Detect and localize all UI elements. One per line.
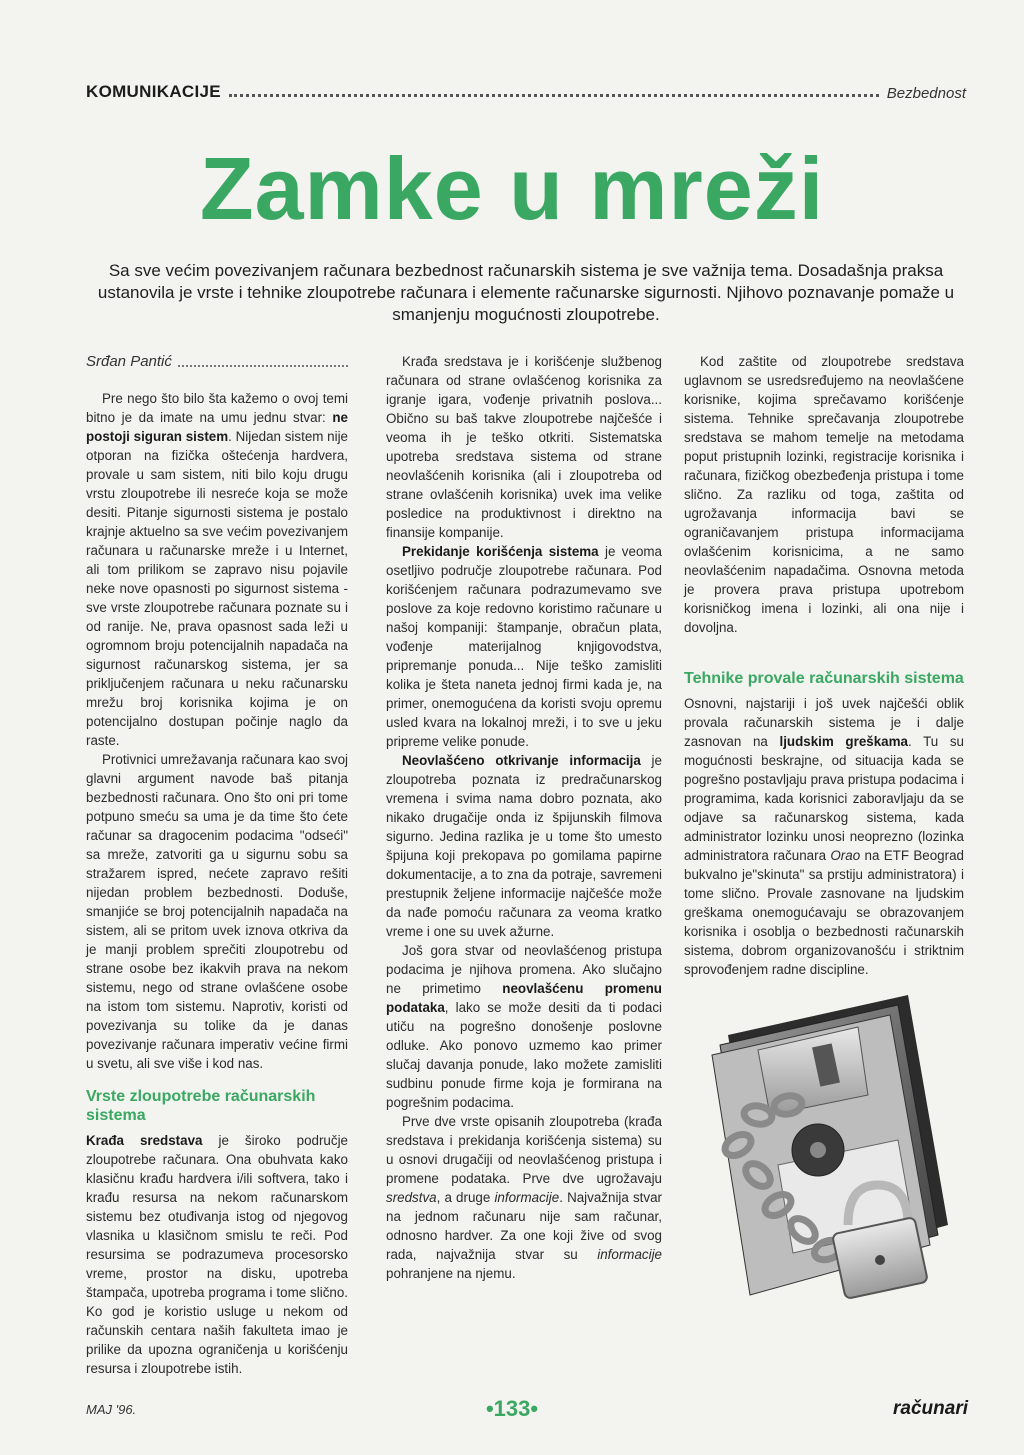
column-2 [386,352,662,1283]
author-name: Srđan Pantić [86,353,172,370]
paragraph: Pre nego što bilo šta kažemo o ovoj temi bitno je da imate na umu jednu stvar: ne postoji siguran sistem. Nijedan sistem nije otporan na fizička oštećenja hardvera, provale u sam sistem, niti bilo koju drugu vrstu zloupotrebe ili nesreće koja se može desiti. Pitanje sigurnosti sistema je postalo krajnje aktuelno sa sve većim povezivanjem računara u računarske mreže i u Internet, ali tom prilikom se zapravo nisu pojavile neke nove opasnosti po sigurnost sistema - sve vrste zloupotrebe računara poznate su i od ranije. Ne, prava opasnost sada leži u ogromnom broju potencijalnih napadača na sigurnost računarskog sistema, jer sa priključenjem računara u neku računarsku mrežu broj korisnika kojima je on potencijalno dostupan počinje naglo da raste. [86,391,348,748]
chained-floppy-disks-icon [698,975,974,1335]
author-dot-leader [178,365,348,367]
paragraph: Krađa sredstava je široko područje zloupotrebe računara. Ona obuhvata kako klasičnu krađu hardvera i/ili softvera, tako i krađu resursa na nekom računarskom sistemu bez otuđivanja istog od njegovog vlasnika u klasičnom smislu te reči. Pod resursima se podrazumeva procesorsko vreme, prostor na disku, upotreba štampača, upotreba programa i tome slično. Ko god je koristio usluge u nekom od računskih centara naših fakulteta imao je prilike da upozna ograničenja u korišćenju resursa i zloupotrebe istih. [86,1133,349,1376]
floppy-shutter-circle [792,1124,844,1176]
paragraph: Prekidanje korišćenja sistema je veoma osetljivo područje zloupotrebe računara. Pod korišćenjem računara podrazumevamo sve poslove za koje redovno koristimo računare u našoj kompaniji: štampanje, obračun plata, vođenje materijalnog knjigovodstva, pripremanje ponuda... Nije teško zamisliti kolika je šteta naneta jednoj firmi kada je, na primer, onemogućena da koristi svoju opremu usled kvara na lokalnoj mreži, i to sve u jeku pripreme velike ponude. [386,544,662,749]
article-lead: Sa sve većim povezivanjem računara bezbednost računarskih sistema je sve važnija tema. Dosadašnja praksa ustanovila je vrste i tehnike zloupotrebe računara i elemente računarske sigurnosti. Njihovo poznavanje pomaže u smanjenju mogućnosti zloupotrebe. [97,261,955,324]
paragraph: Kod zaštite od zloupotrebe sredstava uglavnom se usredsređujemo na neovlašćene korisnike, kojima sprečavamo korišćenje sistema. Tehnike sprečavanja zloupotrebe sredstava se mahom temelje na metodama poput pristupnih lozinki, registracije korisnika i računara, fizičkog obezbeđenja pristupa i tome slično. Za razliku od toga, zaštita od ugrožavanja informacija bavi se ograničavanjem pristupa informacijama ovlašćenim korisnicima, a ne samo neovlašćenim napadačima. Osnovna metoda je provera prava pristupa upotrebom korisničkog imena i lozinki, ali ona nije i dovoljna. [684,354,964,635]
section-name: KOMUNIKACIJE [86,82,221,101]
running-header [86,78,966,102]
paragraph: Krađa sredstava je i korišćenje službenog računara od strane ovlašćenog korisnika za igranje igara, vođenje privatnih poslova... Obično su baš takve zloupotrebe najčešće i veoma ih je teško otkriti. Sistematska upotreba sredstava sistema od strane neovlašćenih korisnika (ali i zloupotreba od strane ovlašćenih korisnika) uvek ima velike posledice na produktivnost i direktno na finansije kompanije. [386,354,662,540]
paragraph: Prve dve vrste opisanih zloupotreba (krađa sredstava i prekidanja korišćenja sistema) su u osnovi drugačiji od neovlašćenog pristupa i promene podataka. Prve dve ugrožavaju sredstva, a druge informacije. Najvažnija stvar na jednom računaru nije sam računar, odnosno hardver. Za one koji žive od svog rada, najvažnija stvar su informacije pohranjene na njemu. [386,1114,662,1281]
section-topic: Bezbednost [886,85,966,102]
photo-illustration [698,975,974,1335]
page-number: •133• [485,1396,539,1421]
paragraph: Osnovni, najstariji i još uvek najčešći oblik provala računarskih sistema je i dalje zasnovan na ljudskim greškama. Tu su mogućnosti beskrajne, od situacija kada se pogrešno postavljaju prava pristupa podacima i programima, kada korisnici zaboravljaju da se odjave sa računarskog sistema, kada administrator lozinku unosi neoprezno (lozinka administratora računara Orao na ETF Beograd bukvalno je"skinuta" sa prstiju administratora) i tome slično. Provale zasnovane na ljudskim greškama onemogućavaju se obrazovanjem korisnika i osoblja o bezbednosti računarskih sistema, dobrom organizovanošću i striktnim sprovođenjem radne discipline. [684,696,964,977]
header-dot-leader [229,94,879,97]
article-title: Zamke u mreži [199,139,825,238]
paragraph: Još gora stvar od neovlašćenog pristupa podacima je njihova promena. Ako slučajno ne primetimo neovlašćenu promenu podataka, lako se može desiti da ti podaci utiču na pogrešno donošenje poslovne odluke. Ako ponovo uzmemo kao primer slučaj davanja ponude, lako možete zamisliti sudbinu ponude firme koja je formirana na pogrešnim podacima. [386,943,662,1110]
column-3 [684,352,964,979]
author-line [86,352,348,371]
section-heading: Tehnike provale računarskih sistema [684,670,964,687]
magazine-name: računari [893,1398,968,1419]
paragraph: Protivnici umrežavanja računara kao svoj glavni argument navode baš pitanja bezbednosti računara. Ono što oni pri tome potpuno smeću sa uma je da time što ćete računar sa dragocenim podacima "odseći" sa mreže, zatvoriti ga u sigurnu sobu sa stražarem ispred, nećete zapravo rešiti nijedan problem bezbednosti. Doduše, smanjiće se broj potencijalnih napadača na sistem, ali se pritom uvek iznova otkriva da je manji problem sprečiti zloupotrebu od strane osobe bez ikakvih prava na nekom sistemu, nego od strane ovlašćene osobe na istom tom sistemu. Naprotiv, koristi od povezivanja su tolike da je danas povezivanje računara imperativ većine firmi u svetu, ali sve više i kod nas. [86,752,348,1071]
issue-date: MAJ '96. [86,1402,137,1417]
paragraph: Neovlašćeno otkrivanje informacija je zloupotreba poznata iz predračunarskog vremena i svima nama dobro poznata, ako nikako drugačije onda iz špijunskih filmova sigurno. Jedina razlika je u tome što umesto špijuna koji prekopava po gomilama papirne dokumentacije, a to zna da potraje, savremeni prestupnik željene informacije najčešće može da nađe pomoću računara za veoma kratko vreme i one su uvek ažurne. [386,753,662,939]
section-heading: Vrste zloupotrebe računarskih sistema [86,1088,316,1124]
column-1 [86,352,348,1378]
